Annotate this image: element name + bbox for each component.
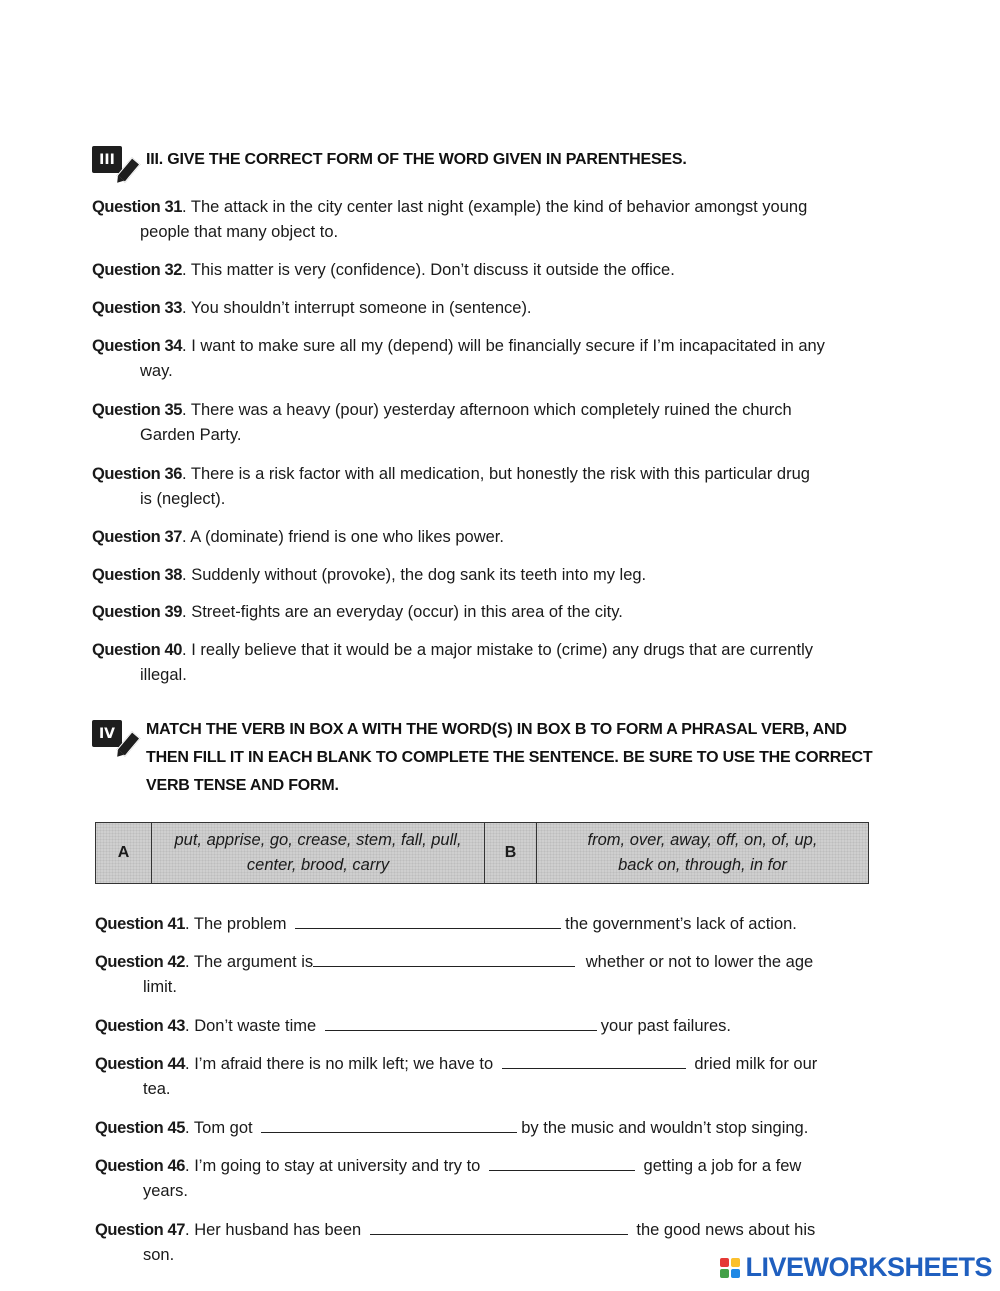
question-38: Question 38. Suddenly without (provoke), the dog sank its teeth into my leg. bbox=[92, 566, 647, 584]
question-47: Question 47. Her husband has been the good news about his son. bbox=[95, 1218, 871, 1268]
question-label: Question 35 bbox=[92, 401, 183, 419]
question-label: Question 38 bbox=[92, 566, 183, 584]
box-a-label-cell: A bbox=[96, 823, 152, 883]
question-label: Question 37 bbox=[92, 528, 183, 546]
question-33: Question 33. You shouldn’t interrupt someone in (sentence). bbox=[92, 299, 532, 317]
question-41: Question 41. The problem the government’s lack of action. bbox=[95, 912, 871, 937]
question-label: Question 45 bbox=[95, 1119, 186, 1137]
question-44: Question 44. I’m afraid there is no milk left; we have to dried milk for our tea. bbox=[95, 1052, 871, 1102]
question-label: Question 42 bbox=[95, 953, 186, 971]
question-label: Question 33 bbox=[92, 299, 183, 317]
answer-blank-44[interactable] bbox=[502, 1052, 686, 1069]
question-37: Question 37. A (dominate) friend is one who likes power. bbox=[92, 528, 504, 546]
question-40: Question 40. I really believe that it would be a major mistake to (crime) any drugs that are currently illegal. bbox=[92, 641, 813, 684]
question-36: Question 36. There is a risk factor with all medication, but honestly the risk with this particular drug is (neglect). bbox=[92, 465, 810, 508]
section-3-badge-icon: III bbox=[92, 146, 122, 173]
question-label: Question 44 bbox=[95, 1055, 186, 1073]
question-42: Question 42. The argument is whether or not to lower the age limit. bbox=[95, 950, 871, 1000]
box-b-words-cell bbox=[537, 823, 868, 883]
question-39: Question 39. Street-fights are an everyday (occur) in this area of the city. bbox=[92, 603, 623, 621]
liveworksheets-brand[interactable] bbox=[720, 1252, 992, 1283]
question-label: Question 36 bbox=[92, 465, 183, 483]
question-label: Question 41 bbox=[95, 915, 186, 933]
answer-blank-45[interactable] bbox=[261, 1116, 517, 1133]
answer-blank-42[interactable] bbox=[313, 950, 575, 967]
question-46: Question 46. I’m going to stay at university and try to getting a job for a few years. bbox=[95, 1154, 871, 1204]
question-label: Question 34 bbox=[92, 337, 183, 355]
answer-blank-41[interactable] bbox=[295, 912, 561, 929]
section-4-badge-icon: IV bbox=[92, 720, 122, 747]
question-label: Question 39 bbox=[92, 603, 183, 621]
box-b-words: from, over, away, off, on, of, up, back on, through, in for bbox=[587, 831, 818, 874]
question-label: Question 32 bbox=[92, 261, 183, 279]
box-a-words-cell bbox=[152, 823, 485, 883]
section-3-title: III. GIVE THE CORRECT FORM OF THE WORD GIVEN IN PARENTHESES. bbox=[146, 151, 687, 168]
question-45: Question 45. Tom got by the music and wouldn’t stop singing. bbox=[95, 1116, 871, 1141]
section-4-title: MATCH THE VERB IN BOX A WITH THE WORD(S) IN BOX B TO FORM A PHRASAL VERB, AND THEN FILL IT IN EACH BLANK TO COMPLETE THE SENTENCE. BE SURE TO USE THE CORRECT VERB TENSE AND FORM. bbox=[146, 721, 873, 794]
answer-blank-46[interactable] bbox=[489, 1154, 635, 1171]
answer-blank-43[interactable] bbox=[325, 1014, 597, 1031]
box-b-label-cell: B bbox=[485, 823, 537, 883]
question-32: Question 32. This matter is very (confidence). Don’t discuss it outside the office. bbox=[92, 261, 675, 279]
question-label: Question 43 bbox=[95, 1017, 186, 1035]
answer-blank-47[interactable] bbox=[370, 1218, 628, 1235]
section-4-heading bbox=[92, 716, 872, 800]
question-34: Question 34. I want to make sure all my (depend) will be financially secure if I’m incapacitated in any way. bbox=[92, 337, 825, 380]
question-label: Question 47 bbox=[95, 1221, 186, 1239]
liveworksheets-logo-icon bbox=[720, 1258, 740, 1278]
question-label: Question 31 bbox=[92, 198, 183, 216]
question-31: Question 31. The attack in the city center last night (example) the kind of behavior amongst young people that many object to. bbox=[92, 198, 808, 241]
brand-name: LIVEWORKSHEETS bbox=[745, 1252, 992, 1282]
question-label: Question 46 bbox=[95, 1157, 186, 1175]
section-3-heading bbox=[92, 146, 687, 174]
pencil-icon bbox=[117, 157, 141, 182]
pencil-icon bbox=[117, 731, 141, 756]
box-a-words: put, apprise, go, crease, stem, fall, pull, center, brood, carry bbox=[174, 831, 462, 874]
question-35: Question 35. There was a heavy (pour) yesterday afternoon which completely ruined the church Garden Party. bbox=[92, 401, 792, 444]
question-label: Question 40 bbox=[92, 641, 183, 659]
phrasal-verb-box bbox=[95, 822, 869, 884]
question-43: Question 43. Don’t waste time your past failures. bbox=[95, 1014, 871, 1039]
